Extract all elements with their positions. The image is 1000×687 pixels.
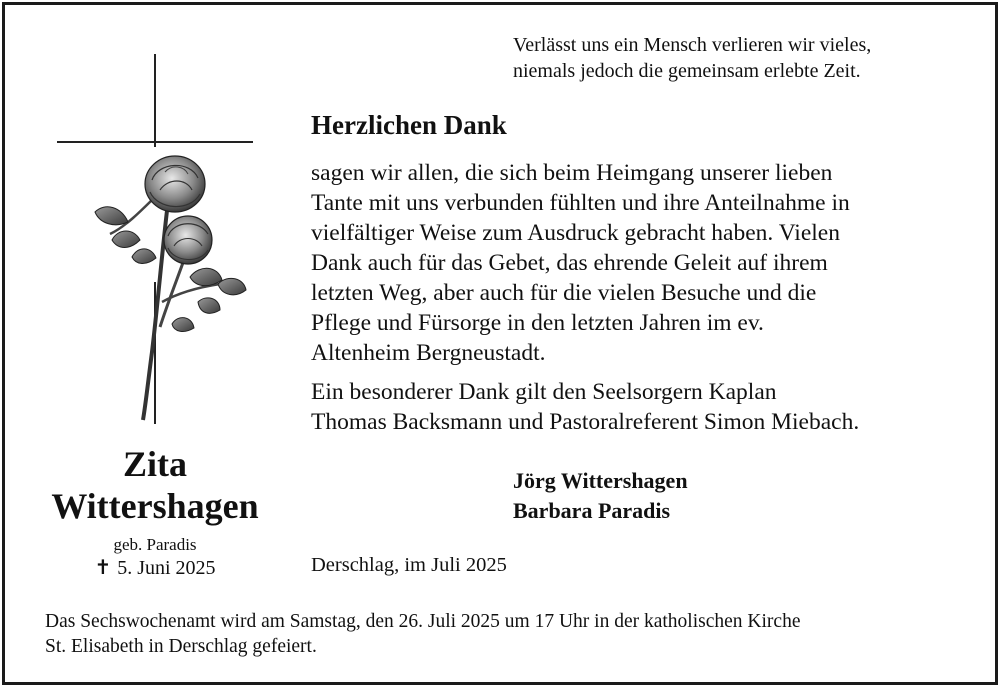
cross-rose-artwork — [50, 52, 260, 435]
footer-line: St. Elisabeth in Derschlag gefeiert. — [45, 636, 317, 657]
body-line: letzten Weg, aber auch für die vielen Besuche und die — [311, 280, 817, 306]
body-line: Dank auch für das Gebet, das ehrende Geleit auf ihrem — [311, 250, 828, 276]
upper-rose — [145, 156, 205, 212]
death-cross-icon: ✝ — [94, 557, 112, 579]
lower-rose — [164, 216, 212, 264]
rose-illustration — [50, 52, 260, 430]
special-thanks — [311, 377, 859, 437]
signer-name: Jörg Wittershagen — [513, 468, 688, 493]
deceased-info — [35, 444, 275, 580]
body-line: vielfältiger Weise zum Ausdruck gebracht haben. Vielen — [311, 220, 840, 246]
birth-name: geb. Paradis — [113, 535, 197, 554]
body-line: Tante mit uns verbunden fühlten und ihre Anteilnahme in — [311, 190, 850, 216]
thanks-body — [311, 158, 850, 368]
special-line: Thomas Backsmann und Pastoralreferent Simon Miebach. — [311, 409, 860, 435]
motto-line: niemals jedoch die gemeinsam erlebte Zeit. — [513, 60, 861, 82]
body-line: Pflege und Fürsorge in den letzten Jahren im ev. — [311, 310, 764, 336]
deceased-first-name: Zita — [122, 444, 187, 484]
signer-name: Barbara Paradis — [513, 498, 671, 523]
special-line: Ein besonderer Dank gilt den Seelsorgern Kaplan — [311, 379, 777, 405]
mass-announcement — [45, 609, 800, 659]
signers — [513, 466, 688, 526]
deceased-last-name: Wittershagen — [51, 486, 259, 526]
body-line: sagen wir allen, die sich beim Heimgang unserer lieben — [311, 160, 833, 186]
cross-icon — [57, 54, 253, 424]
death-date-line — [35, 556, 275, 580]
motto-quote — [513, 32, 871, 84]
motto-line: Verlässt uns ein Mensch verlieren wir vieles, — [513, 34, 872, 56]
footer-line: Das Sechswochenamt wird am Samstag, den 26. Juli 2025 um 17 Uhr in der katholischen Kirche — [45, 611, 801, 632]
death-date: 5. Juni 2025 — [117, 557, 216, 579]
thanks-heading: Herzlichen Dank — [311, 110, 507, 140]
place-date: Derschlag, im Juli 2025 — [311, 554, 507, 576]
body-line: Altenheim Bergneustadt. — [311, 340, 546, 366]
